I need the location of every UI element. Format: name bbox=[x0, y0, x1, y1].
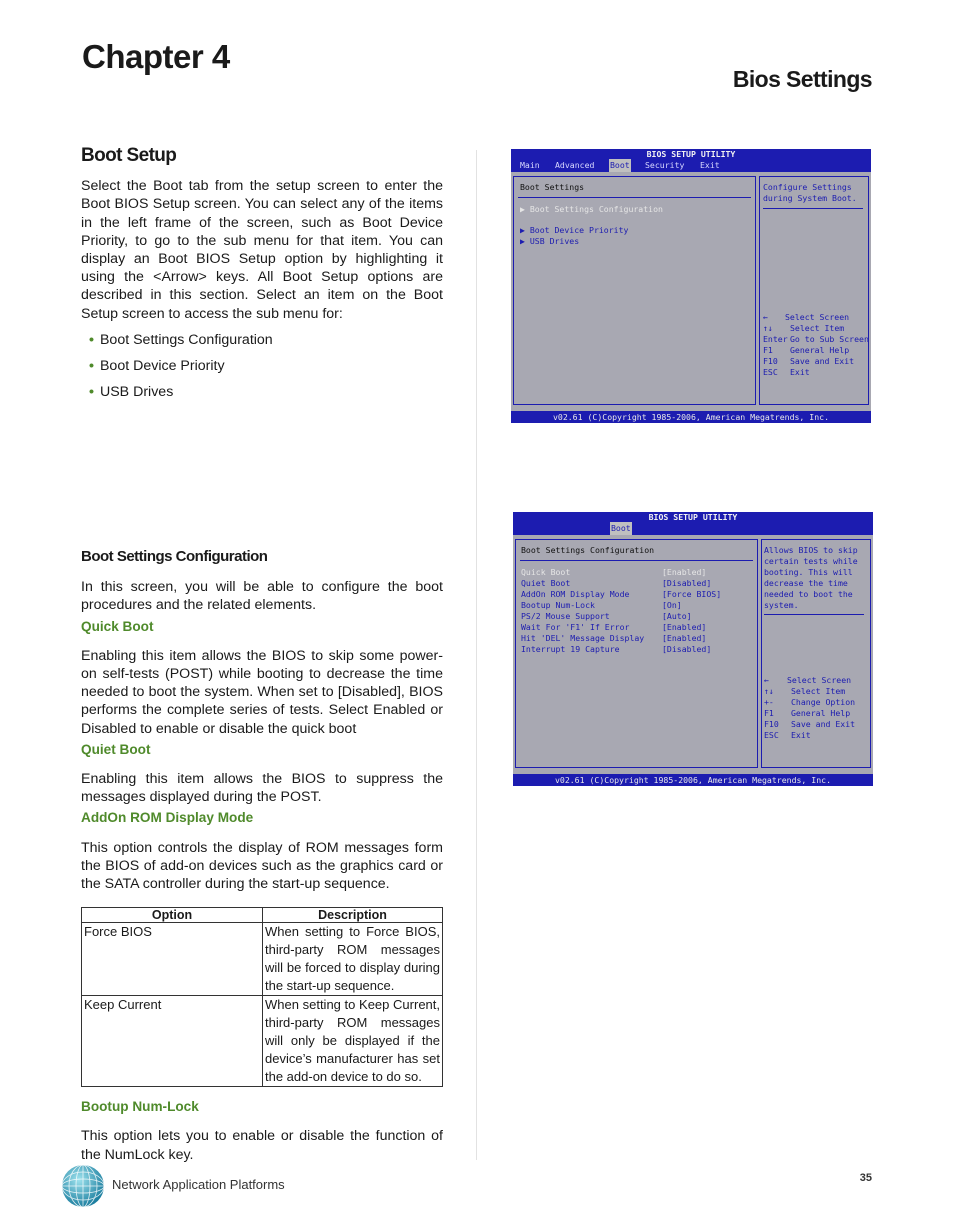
quiet-boot-heading: Quiet Boot bbox=[81, 741, 151, 757]
bios-key-row: ↑↓ bbox=[764, 686, 774, 696]
bios-help-divider bbox=[764, 614, 864, 615]
bios-key-action: Save and Exit bbox=[791, 719, 856, 729]
quick-boot-text: Enabling this item allows the BIOS to skip some power-on self-tests (POST) while booting to decrease the time needed to boot the system. When set to [Disabled], BIOS performs the complete series of tests. Select Enabled or Disabled to enable or disable the quick boot bbox=[81, 647, 443, 737]
bios-key-action: Select Item bbox=[790, 323, 845, 333]
table-header-option: Option bbox=[82, 908, 263, 923]
column-divider bbox=[476, 150, 477, 1160]
bios-option-value[interactable]: [Enabled] bbox=[662, 567, 707, 577]
quiet-boot-text: Enabling this item allows the BIOS to suppress the messages displayed during the POST. bbox=[81, 771, 443, 806]
boot-setup-heading: Boot Setup bbox=[81, 145, 177, 166]
bios-key-action: Change Option bbox=[791, 697, 856, 707]
bios-divider bbox=[520, 560, 753, 561]
table-header-row bbox=[82, 908, 443, 923]
table-cell-description: When setting to Keep Current, third-party ROM messages will only be displayed if the device’s manufacturer has set the add-on device to do so. bbox=[263, 996, 443, 1087]
bullet-icon: • bbox=[89, 384, 94, 401]
bios-key-action: General Help bbox=[790, 345, 850, 355]
table-cell-option: Force BIOS bbox=[82, 923, 263, 996]
bios-menu-item[interactable]: ▶ Boot Settings Configuration bbox=[520, 204, 663, 214]
tab-exit[interactable]: Exit bbox=[700, 160, 720, 170]
bios-help-line: Allows BIOS to skip bbox=[764, 545, 858, 555]
boot-settings-config-intro: In this screen, you will be able to configure the boot procedures and the related elements. bbox=[81, 579, 443, 614]
bios-menubar bbox=[511, 159, 871, 172]
bios-screen-boot-settings bbox=[513, 512, 873, 786]
bios-option-value[interactable]: [Enabled] bbox=[662, 633, 707, 643]
bios-option-name[interactable]: Bootup Num-Lock bbox=[521, 600, 595, 610]
bios-option-name[interactable]: Quick Boot bbox=[521, 567, 571, 577]
boot-setup-list bbox=[81, 331, 443, 402]
bios-panel-title: Boot Settings bbox=[520, 182, 585, 192]
tab-boot[interactable]: Boot bbox=[611, 523, 631, 533]
bios-title: BIOS SETUP UTILITY bbox=[513, 512, 873, 522]
bios-divider bbox=[518, 197, 751, 198]
table-cell-option: Keep Current bbox=[82, 996, 263, 1087]
bios-option-name[interactable]: Interrupt 19 Capture bbox=[521, 644, 620, 654]
bios-help-line: decrease the time bbox=[764, 578, 848, 588]
bios-key-action: Save and Exit bbox=[790, 356, 855, 366]
table-cell-description: When setting to Force BIOS, third-party ROM messages will be forced to display during the start-up sequence. bbox=[263, 923, 443, 996]
bios-help-line: booting. This will bbox=[764, 567, 853, 577]
bios-option-value[interactable]: [Disabled] bbox=[662, 644, 712, 654]
bios-key-action: Select Screen bbox=[787, 675, 852, 685]
bios-key-action: Select Screen bbox=[785, 312, 850, 322]
tab-boot[interactable]: Boot bbox=[610, 160, 630, 170]
list-item: • Boot Settings Configuration bbox=[89, 331, 273, 348]
bios-help-divider bbox=[763, 208, 863, 209]
page-number: 35 bbox=[859, 1172, 872, 1184]
bios-key-row: ← bbox=[763, 312, 768, 322]
footer-text: Network Application Platforms bbox=[112, 1177, 285, 1192]
table-header-description: Description bbox=[263, 908, 443, 923]
chapter-title: Chapter 4 bbox=[82, 38, 230, 75]
boot-setup-intro: Select the Boot tab from the setup screen to enter the Boot BIOS Setup screen. You can select any of the items in the left frame of the screen, such as Boot Device Priority, to go to the sub menu for that item. You can display an Boot BIOS Setup option by highlighting it using the <Arrow> keys. All Boot Setup options are described in this section. Select an item on the Boot Setup screen to access the sub menu for: bbox=[81, 178, 443, 322]
bios-key-action: Exit bbox=[790, 367, 810, 377]
bios-copyright: v02.61 (C)Copyright 1985-2006, American Megatrends, Inc. bbox=[513, 774, 873, 786]
boot-setup-section bbox=[81, 147, 443, 409]
list-item: • USB Drives bbox=[89, 384, 174, 401]
section-title: Bios Settings bbox=[732, 66, 872, 92]
addon-rom-heading: AddOn ROM Display Mode bbox=[81, 810, 254, 826]
numlock-heading: Bootup Num-Lock bbox=[81, 1099, 199, 1115]
boot-settings-config-heading: Boot Settings Configuration bbox=[81, 548, 268, 565]
list-item: • Boot Device Priority bbox=[89, 358, 225, 375]
bios-key-action: Select Item bbox=[791, 686, 846, 696]
bios-panel-title: Boot Settings Configuration bbox=[521, 545, 655, 555]
globe-logo-icon bbox=[61, 1164, 105, 1208]
bios-key-row: F1 bbox=[763, 345, 773, 355]
bios-body bbox=[513, 535, 873, 774]
table-row bbox=[82, 923, 443, 996]
numlock-text: This option lets you to enable or disable the function of the NumLock key. bbox=[81, 1128, 443, 1163]
bullet-icon: • bbox=[89, 358, 94, 375]
tab-advanced[interactable]: Advanced bbox=[555, 160, 595, 170]
bios-option-value[interactable]: [Force BIOS] bbox=[662, 589, 722, 599]
quick-boot-heading: Quick Boot bbox=[81, 618, 154, 634]
addon-rom-options-table bbox=[81, 907, 443, 1087]
bios-help-line: needed to boot the bbox=[764, 589, 853, 599]
bios-menubar bbox=[513, 522, 873, 535]
bios-copyright: v02.61 (C)Copyright 1985-2006, American Megatrends, Inc. bbox=[511, 411, 871, 423]
bios-menu-item[interactable]: ▶ USB Drives bbox=[520, 236, 580, 246]
bios-key-row: ← bbox=[764, 675, 769, 685]
bios-key-action: Exit bbox=[791, 730, 811, 740]
bios-menu-item[interactable]: ▶ Boot Device Priority bbox=[520, 225, 629, 235]
bios-option-name[interactable]: PS/2 Mouse Support bbox=[521, 611, 610, 621]
bios-option-name[interactable]: AddOn ROM Display Mode bbox=[521, 589, 630, 599]
bios-help-line: system. bbox=[764, 600, 799, 610]
bios-key-row: ESC bbox=[764, 730, 779, 740]
bios-key-row: Enter bbox=[763, 334, 788, 344]
bios-help-line: certain tests while bbox=[764, 556, 858, 566]
bios-option-value[interactable]: [Disabled] bbox=[662, 578, 712, 588]
bios-key-row: +- bbox=[764, 697, 774, 707]
bios-option-name[interactable]: Hit 'DEL' Message Display bbox=[521, 633, 645, 643]
bios-key-row: ESC bbox=[763, 367, 778, 377]
bios-option-value[interactable]: [On] bbox=[662, 600, 682, 610]
table-row bbox=[82, 996, 443, 1087]
tab-main[interactable]: Main bbox=[520, 160, 540, 170]
bios-option-name[interactable]: Wait For 'F1' If Error bbox=[521, 622, 630, 632]
bios-key-row: F10 bbox=[764, 719, 779, 729]
tab-security[interactable]: Security bbox=[645, 160, 685, 170]
bios-option-value[interactable]: [Auto] bbox=[662, 611, 692, 621]
bios-key-row: F10 bbox=[763, 356, 778, 366]
bullet-icon: • bbox=[89, 331, 94, 348]
bios-title: BIOS SETUP UTILITY bbox=[511, 149, 871, 159]
bios-key-action: General Help bbox=[791, 708, 851, 718]
bios-key-action: Go to Sub Screen bbox=[790, 334, 869, 344]
bios-body bbox=[511, 172, 871, 411]
bios-screen-boot bbox=[511, 149, 871, 423]
addon-rom-text: This option controls the display of ROM messages form the BIOS of add-on devices such as the graphics card or the SATA controller during the start-up sequence. bbox=[81, 839, 443, 893]
bios-option-value[interactable]: [Enabled] bbox=[662, 622, 707, 632]
bios-key-row: ↑↓ bbox=[763, 323, 773, 333]
bios-key-row: F1 bbox=[764, 708, 774, 718]
bios-option-name[interactable]: Quiet Boot bbox=[521, 578, 571, 588]
bios-help-line: Configure Settings bbox=[763, 182, 852, 192]
boot-settings-config-section bbox=[81, 548, 443, 1164]
bios-help-line: during System Boot. bbox=[763, 193, 857, 203]
